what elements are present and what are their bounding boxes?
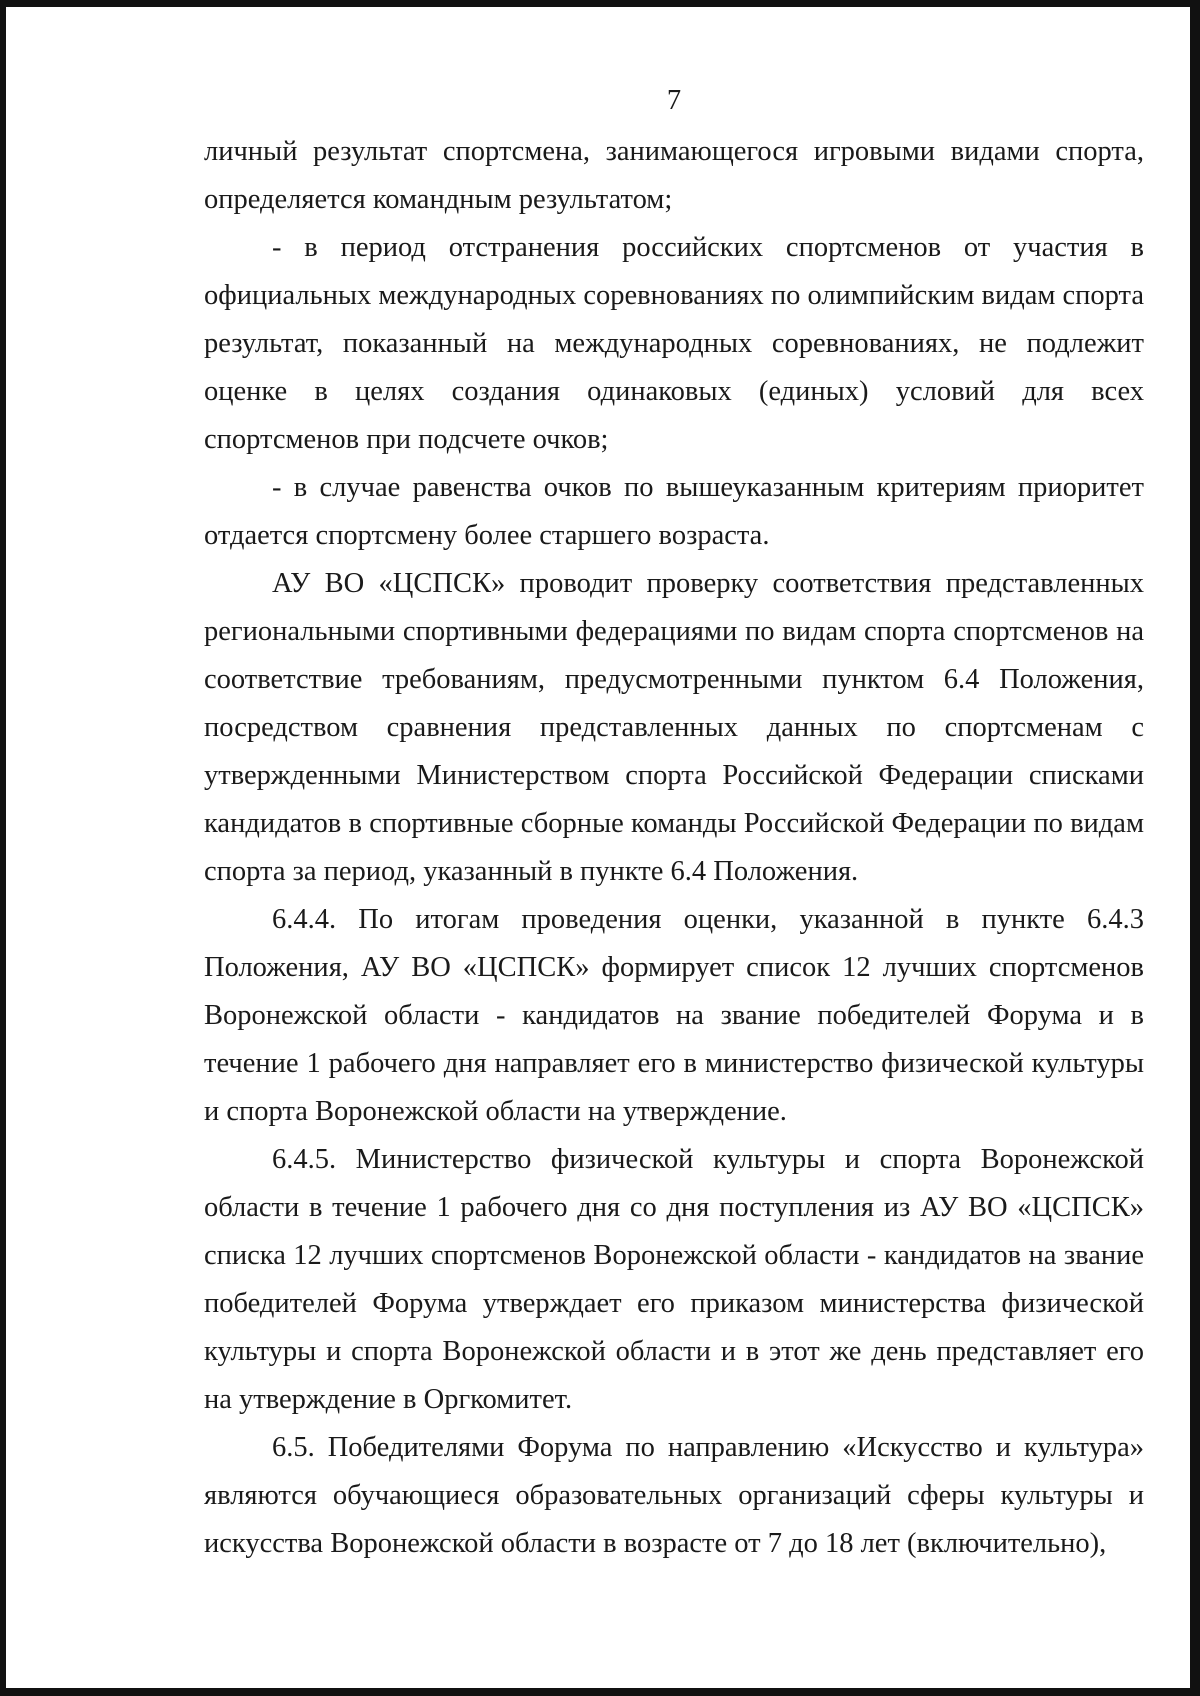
paragraph-5: 6.4.4. По итогам проведения оценки, указанной в пункте 6.4.3 Положения, АУ ВО «ЦСПСК» формирует список 12 лучших спортсменов Воронежской области - кандидатов на звание победителей Форума и в течение 1 рабочего дня направляет его в министерство физической культуры и спорта Воронежской области на утверждение.	[204, 904, 1144, 1127]
paragraph-7: 6.5. Победителями Форума по направлению «Искусство и культура» являются обучающиеся образовательных организаций сферы культуры и искусства Воронежской области в возрасте от 7 до 18 лет (включительно),	[204, 1432, 1144, 1559]
page-number: 7	[666, 85, 682, 116]
paragraph-4: АУ ВО «ЦСПСК» проводит проверку соответствия представленных региональными спортивными федерациями по видам спорта спортсменов на соответствие требованиям, предусмотренными пунктом 6.4 Положения, посредством сравнения представленных данных по спортсменам с утвержденными Министерством спорта Российской Федерации списками кандидатов в спортивные сборные команды Российской Федерации по видам спорта за период, указанный в пункте 6.4 Положения.	[204, 568, 1144, 887]
paragraph-6: 6.4.5. Министерство физической культуры и спорта Воронежской области в течение 1 рабочего дня со дня поступления из АУ ВО «ЦСПСК» списка 12 лучших спортсменов Воронежской области - кандидатов на звание победителей Форума утверждает его приказом министерства физической культуры и спорта Воронежской области и в этот же день представляет его на утверждение в Оргкомитет.	[204, 1144, 1144, 1415]
document-body	[204, 77, 1144, 1568]
paragraph-2: - в период отстранения российских спортсменов от участия в официальных международных соревнованиях по олимпийским видам спорта результат, показанный на международных соревнованиях, не подлежит оценке в целях создания одинаковых (единых) условий для всех спортсменов при подсчете очков;	[204, 232, 1144, 455]
paragraph-1: личный результат спортсмена, занимающегося игровыми видами спорта, определяется командным результатом;	[204, 136, 1144, 215]
paragraph-3: - в случае равенства очков по вышеуказанным критериям приоритет отдается спортсмену более старшего возраста.	[204, 472, 1144, 551]
